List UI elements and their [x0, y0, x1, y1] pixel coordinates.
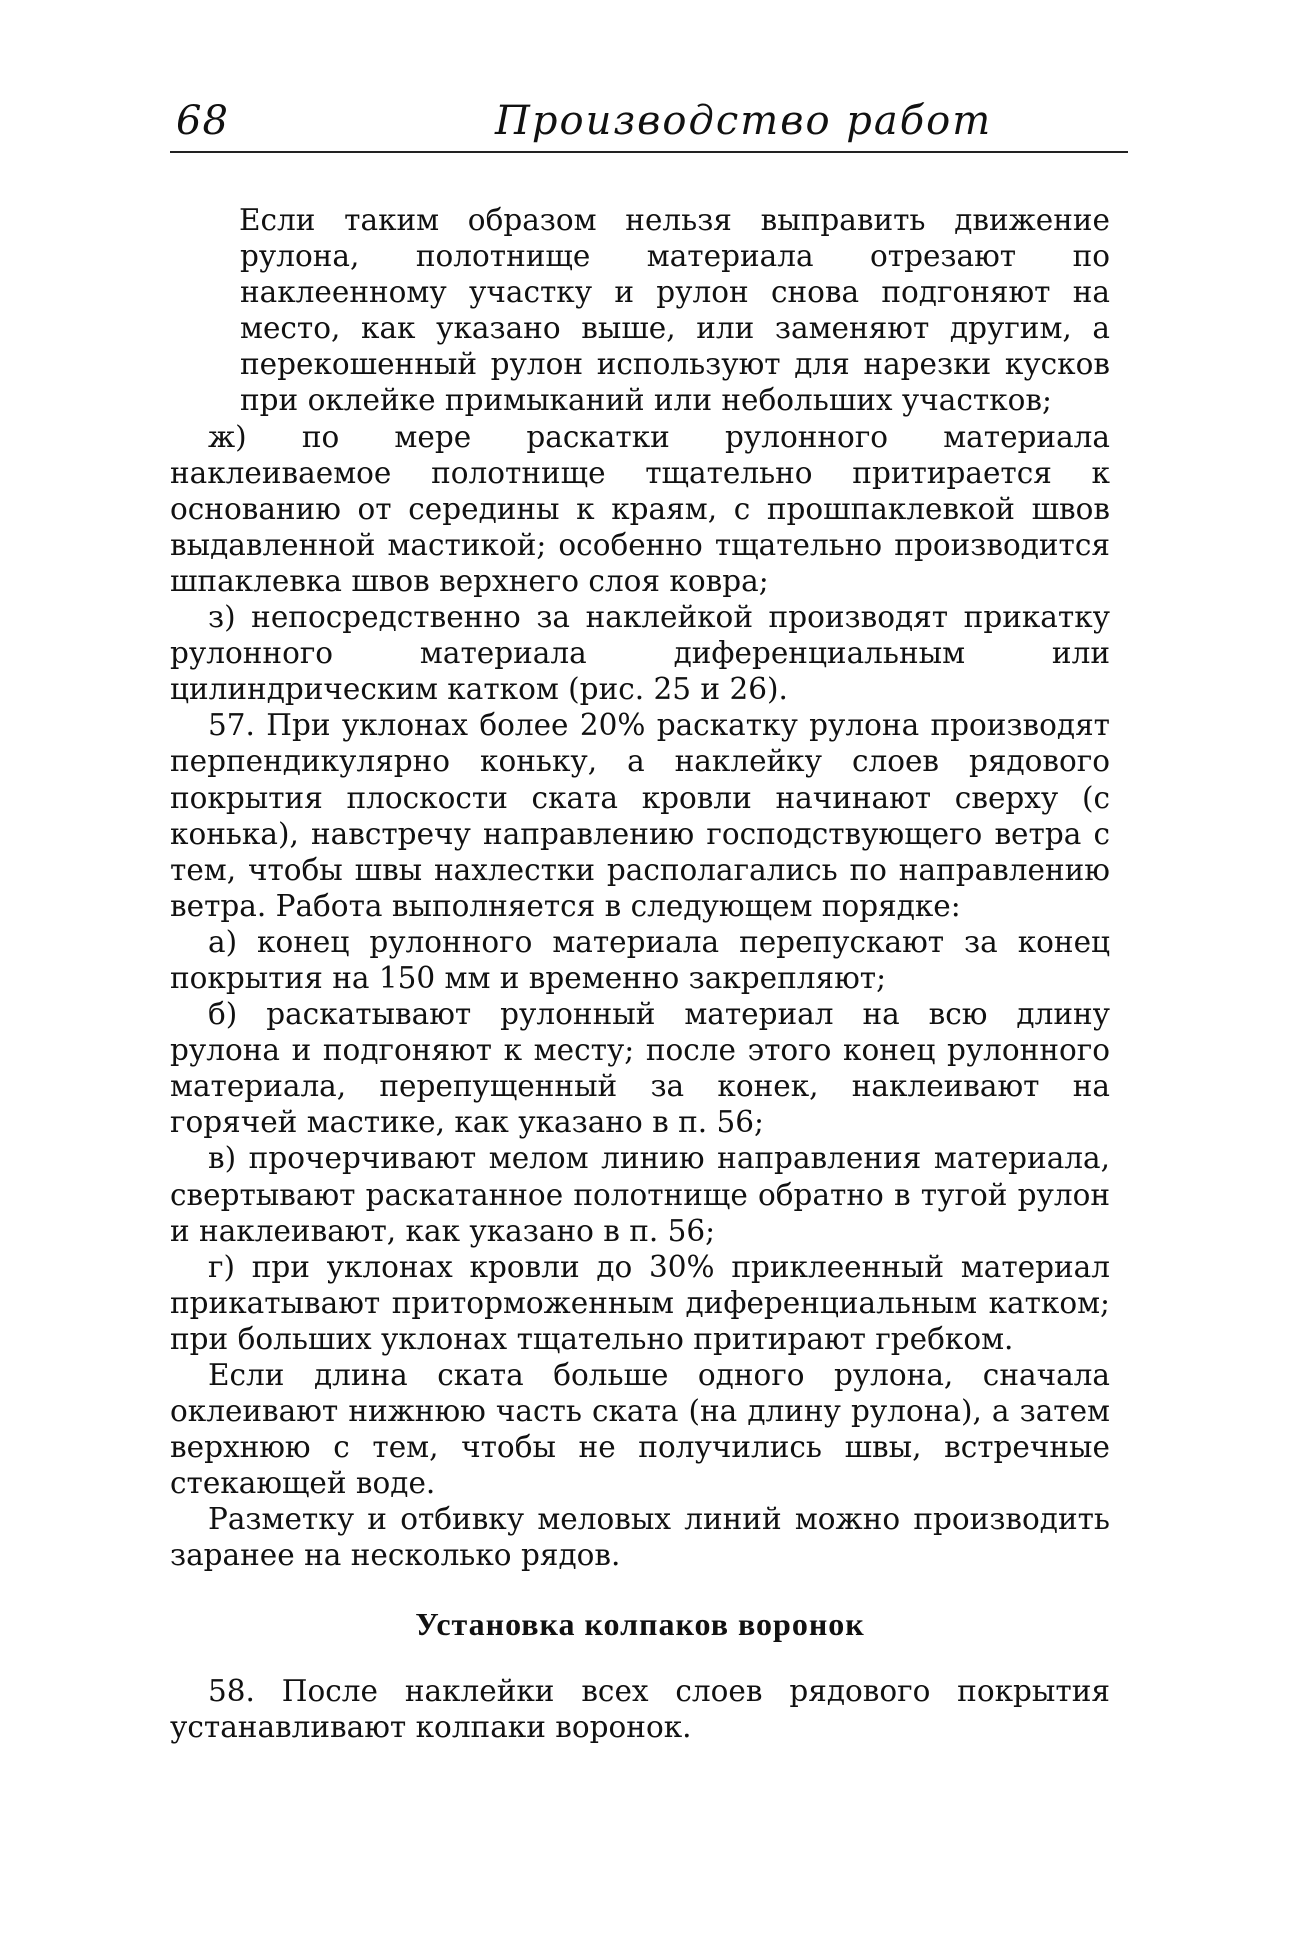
paragraph-item-v: в) прочерчивают мелом линию направления материала, свертывают раскатанное полотнище обратно в тугой рулон и наклеивают, как указано в п. 56;: [170, 1141, 1110, 1248]
paragraph-item-b: б) раскатывают рулонный материал на всю длину рулона и подгоняют к месту; после этого конец рулонного материала, перепущенный за конек, наклеивают на горячей мастике, как указано в п. 56;: [170, 997, 1110, 1140]
paragraph-58: 58. После наклейки всех слоев рядового покрытия устанавливают колпаки воронок.: [170, 1673, 1110, 1744]
paragraph-slope-length: Если длина ската больше одного рулона, сначала оклеивают нижнюю часть ската (на длину рулона), а затем верхнюю с тем, чтобы не получились швы, встречные стекающей воде.: [170, 1358, 1110, 1501]
page-number: 68: [176, 98, 229, 144]
running-title: Производство работ: [495, 98, 993, 144]
paragraph-57: 57. При уклонах более 20% раскатку рулона производят перпендикулярно коньку, а наклейку слоев рядового покрытия плоскости ската кровли начинают сверху (с конька), навстречу направлению господствующего ветра с тем, чтобы швы нахлестки располагались по направлению ветра. Работа выполняется в следующем порядке:: [170, 708, 1110, 923]
paragraph-continuation: Если таким образом нельзя выправить движение рулона, полотнище материала отрезают по наклеенному участку и рулон снова подгоняют на место, как указано выше, или заменяют другим, а перекошенный рулон используют для нарезки кусков при оклейке примыканий или небольших участков;: [239, 203, 1110, 418]
page-header: [170, 92, 1130, 152]
paragraph-item-a: а) конец рулонного материала перепускают за конец покрытия на 150 мм и временно закрепляют;: [170, 924, 1110, 995]
paragraph-item-z: з) непосредственно за наклейкой производят прикатку рулонного материала диференциальным или цилиндрическим катком (рис. 25 и 26).: [170, 600, 1110, 707]
header-divider: [170, 151, 1128, 153]
paragraph-item-g: г) при уклонах кровли до 30% приклеенный материал прикатывают приторможенным диференциальным катком; при больших уклонах тщательно притирают гребком.: [170, 1249, 1110, 1356]
paragraph-marking: Разметку и отбивку меловых линий можно производить заранее на несколько рядов.: [170, 1502, 1110, 1573]
paragraph-item-zh: ж) по мере раскатки рулонного материала наклеиваемое полотнище тщательно притирается к основанию от середины к краям, с прошпаклевкой швов выдавленной мастикой; особенно тщательно производится шпаклевка швов верхнего слоя ковра;: [170, 419, 1110, 598]
section-heading: Установка колпаков воронок: [415, 1605, 865, 1642]
page-body: [170, 202, 1110, 1745]
